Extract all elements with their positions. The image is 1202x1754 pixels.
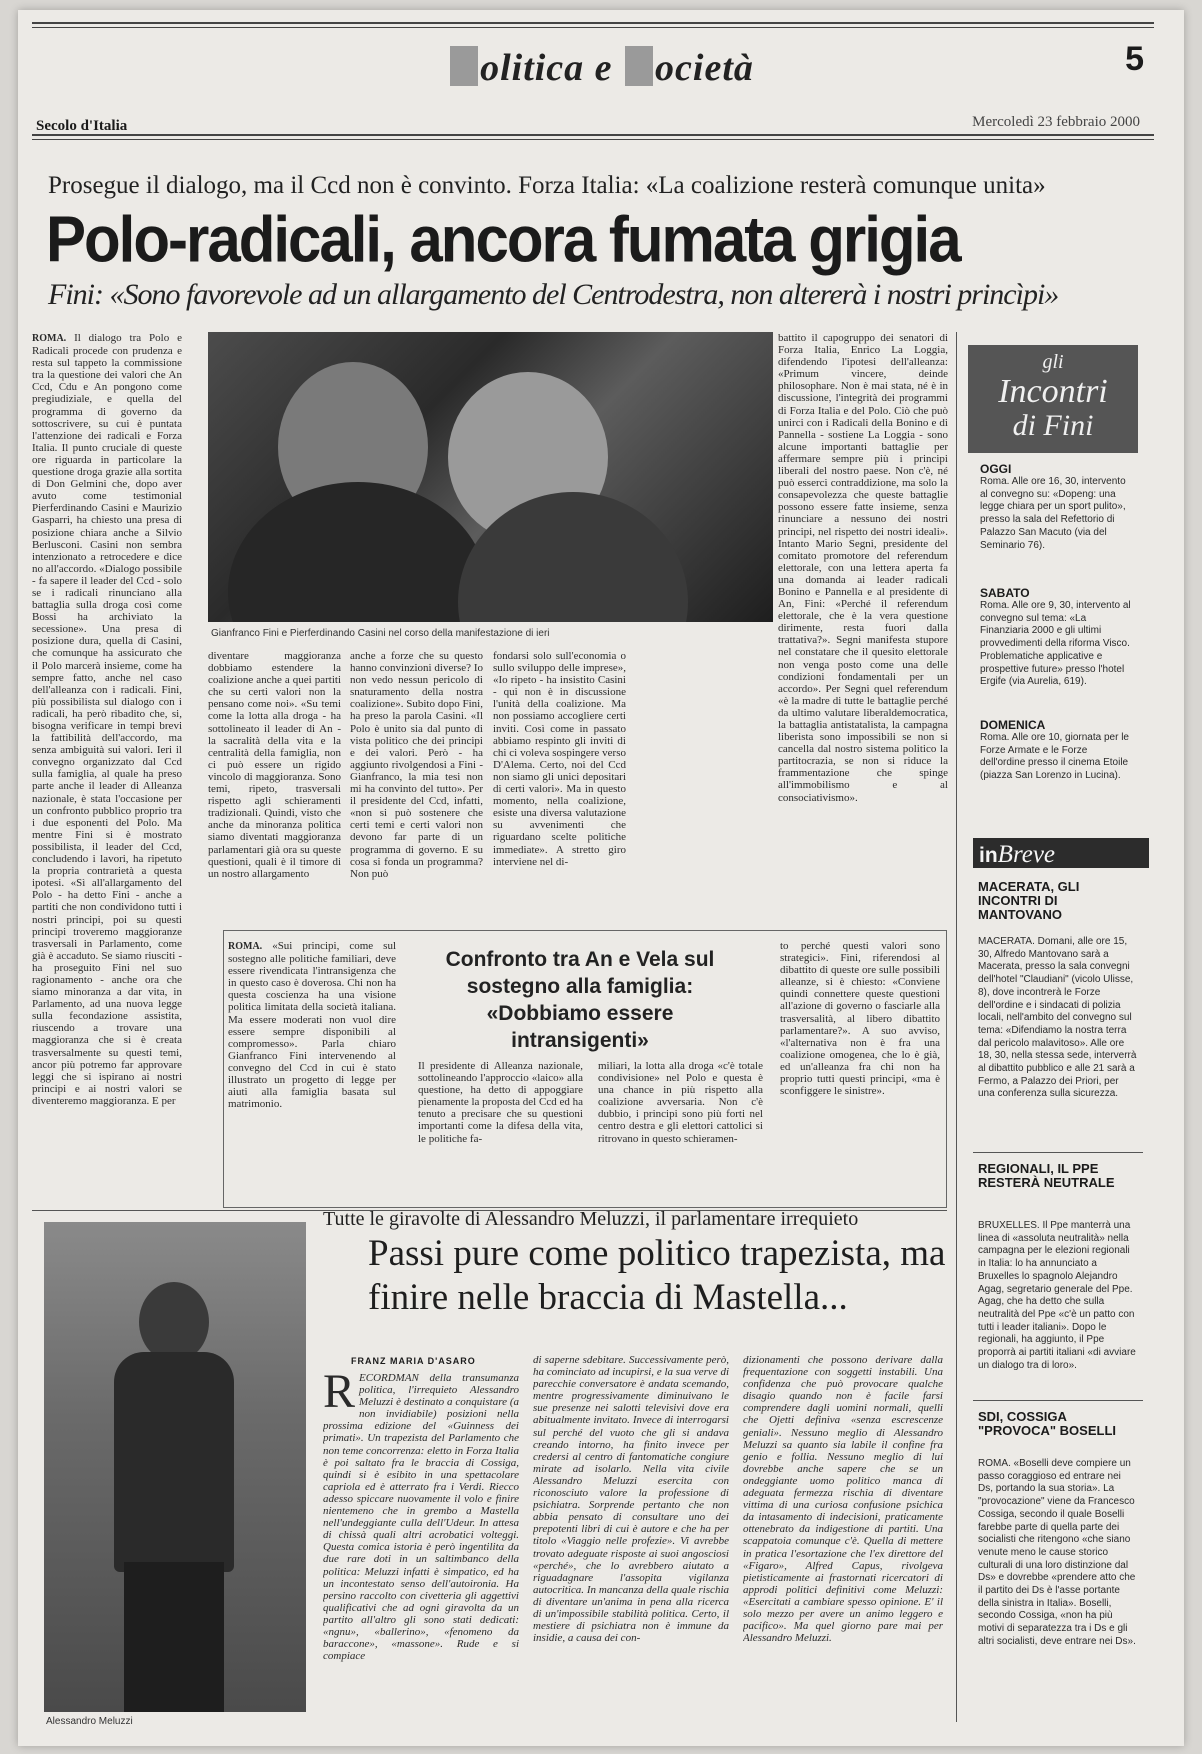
brief-rule-1 <box>973 1152 1143 1153</box>
article-text: «Sui principi, come sul sostegno alle politiche familiari, deve essere rivendicata l'intransigenza che in questo caso è doverosa. Chi non ha questa coscienza ha una visione politica limitata della società italiana. Ma essere moderati non vuol dire essere sempre disponibili al compromesso». Parla chiaro Gianfranco Fini intervenendo al convegno del Ccd in cui è stato illustrato un progetto di legge per aiuti alla famiglia basata sul matrimonio. <box>228 940 396 1111</box>
meluzzi-byline: FRANZ MARIA D'ASARO <box>351 1356 476 1366</box>
masthead-rule <box>32 22 1154 28</box>
article-text: Il dialogo tra Polo e Radicali procede con prudenza e resta sul tappeto la commissione tra la questione dei valori che An Ccd, Cdu e An pongono come pregiudiziale, e quella del programma di governo da sottoscrivere, su cui è puntata l'attenzione dei radicali e Forza Italia. Il punto cruciale di queste ore riguarda in particolare la questione droga grazie alla sortita di Don Gelmini che, dopo aver avuto come testimonial Pierferdinando Casini e Maurizio Gasparri, ha chiesto una presa di posizione chiara anche a Silvio Berlusconi. Casini non sembra intenzionato a retrocedere e dice no all'accordo. «Dialogo possibile - fa sapere il leader del Ccd - solo se i radicali rinunciano alla battaglia sulla droga così come Bossi ha archiviato la secessione». Una presa di posizione dura, quella di Casini, che comunque ha assicurato che il Polo marcerà insieme, come ha sempre fatto, anche nel caso dell'alleanza con i radicali. Fini, più possibilista sul dialogo con i radicali, ha però ribadito che, si, bisogna verificare in tempi brevi la fattibilità dell'accordo, ma senza ambiguità sui valori. Ieri il convegno organizzato dal Ccd sulla famiglia, al quale ha preso parte anche il leader di Alleanza nazionale, è stata l'occasione per un confronto pubblico proprio tra i due esponenti del Polo. Ma mentre Fini si è mostrato possibilista, il leader del Ccd, concludendo i lavori, ha ripetuto la propria contrarietà a questa ipotesi. «Sì all'allargamento del Polo - ha detto Fini - anche a partiti che non condividono tutti i nostri principi, poi su questi principi troveremo maggioranze trasversali in Parlamento, come già è accaduto. Se siamo riusciti - ha proseguito Fini nel suo ragionamento - anche ora che siamo minoranza a dar vita, in Parlamento, ad una nuova legge sulla fecondazione assistita, riuscendo a trovare una maggioranza che si è creata trasversalmente su questi temi, ancor più potremo far approvare leggi che si ispirano ai nostri principi e ai nostri valori se diventeremo maggioranza. E per <box>32 332 182 1107</box>
photo-figure-left-body <box>228 482 488 622</box>
brief1-text: MACERATA. Domani, alle ore 15, 30, Alfredo Mantovano sarà a Macerata, presso la sala convegni dell'hotel "Claudiani" (vicolo Ulisse, 8), dove incontrerà le Forze dell'ordine e i sindacati di polizia locali, nell'ambito del convegno sul tema: «Difendiamo la nostra terra dal pericolo malavitoso». Alle ore 18, 30, nella stessa sede, interverrà al dibattito pubblico e alle 21 sarà a Fermo, a Palazzo dei Priori, per una conferenza sulla sicurezza. <box>978 936 1137 1100</box>
masthead-bottom-rule <box>32 134 1154 140</box>
day-oggi: OGGI <box>980 462 1012 476</box>
brief3-title: SDI, COSSIGA "PROVOCA" BOSELLI <box>978 1409 1117 1438</box>
meluzzi-kicker: Tutte le giravolte di Alessandro Meluzzi, il parlamentare irrequieto <box>323 1208 859 1230</box>
page-number: 5 <box>1125 40 1144 78</box>
section-title-part-2: ocietà <box>655 47 754 89</box>
fini-casini-photo <box>208 332 773 622</box>
day-sabato-text: Roma. Alle ore 9, 30, intervento al convegno sul tema: «La Finanziaria 2000 e gli ultimi provvedimenti della riforma Visco. Problematiche applicative e prospettive future» presso l'hotel Ergife (via Aurelia, 619). <box>980 600 1131 688</box>
section-title-part-1: olitica e <box>480 47 613 89</box>
brief2-title: REGIONALI, IL PPE RESTERÀ NEUTRALE <box>978 1161 1115 1190</box>
issue-date: Mercoledì 23 febbraio 2000 <box>972 114 1140 130</box>
article-text: ECORDMAN della transumanza politica, l'irrequieto Alessandro Meluzzi è destinato a conquistare (a non invidiabile) posizioni nella prossima edizione del «Guinness dei primati». Un trapezista del Parlamento che non teme concorrenza: eletto in Forza Italia è poi saltato fra le braccia di Cossiga, quindi si è esibito in una spettacolare capriola ed è atterrato fra i Verdi. Riecco adesso spiccare nuovamente il volo e finire nientemeno che in grembo a Mastella nell'undeggiante culla dell'Udeur. In attesa di chissà quali altri acrobatici volteggi. Questa comica istoria è però ingentilita da due rare doti in un saltimbanco della politica: Meluzzi infatti è simpatico, ed ha un incontestato senso dell'autoironia. Ha persino raccolto con civetteria gli aggettivi qualificativi che ad ogni giravolta da un partito all'altro gli sono stati dedicati: «ngnu», «ballerino», «fenomeno da baraccone», «massone». Rude e si compiace <box>323 1372 519 1663</box>
newspaper-page <box>18 10 1184 1746</box>
breve-label-a: in <box>979 844 998 867</box>
meluzzi-column-2: di saperne sdebitare. Successivamente però, ha cominciato ad incupirsi, e la sua verve di parecchie conversatore è andata scemando, mentre progressivamente diminuivano le sue presenze nei salotti televisivi dove era abitualmente invitato. Invece di interrogarsi sul perché del vuoto che gli si andava creando intorno, ha finito invece per credersi al centro di fantomatiche congiure mirate ad isolarlo. Nella vita civile Alessandro Meluzzi esercita con riconosciuto valore la professione di psichiatra. Sorprende pertanto che non abbia pensato di consultare uno dei prepotenti libri di cui è autore e che ha per titolo «Viaggio nelle profezie». Vi avrebbe trovato adeguate risposte ai suoi angosciosi «perché», che lo avrebbero aiutato a riguadagnare l'assopita vigilanza autocritica. In mancanza della quale rischia di diventare un'anima in pena alla ricerca di un'impossibile stabilità politica. Certo, il mestiere di psichiatra non è immune da insidie, a causa dei con- <box>533 1354 729 1645</box>
incontri-title-2: Incontri <box>998 373 1108 410</box>
lead-column-3: anche a forze che su questo hanno convinzioni diverse? Io non vedo nessun pericolo di snaturamento della nostra coalizione». Subito dopo Fini, ha preso la parola Casini. «Il Polo è unito sia dal punto di vista politico che dei principi e dei valori. Però - ha aggiunto rivolgendosi a Fini - Gianfranco, la mia tesi non mi ha convinto del tutto». Per il presidente del Ccd, infatti, «non si può sostenere che certi temi e certi valori non devono far parte di un programma di governo. E su cosa si fonda un programma? Non può <box>350 650 483 880</box>
incontri-banner <box>968 345 1138 453</box>
incontri-title-3: di Fini <box>1012 409 1094 442</box>
family-column-1 <box>228 940 396 1202</box>
dateline: ROMA. <box>228 941 263 952</box>
sidebar-rule <box>956 332 957 1722</box>
brief2-text: BRUXELLES. Il Ppe manterrà una linea di «assoluta neutralità» nella campagna per le elezioni regionali in Italia: lo ha annunciato a Bruxelles lo spagnolo Alejandro Agag, segretario generale del Ppe. Agag, che ha detto che sulla neutralità del Ppe «c'è un patto con tutti i leader italiani». Dopo le regionali, ha aggiunto, il Ppe proporrà ai partiti italiani «di avviare un dialogo tra di loro». <box>978 1220 1136 1371</box>
lead-column-1 <box>32 332 182 1168</box>
meluzzi-column-1 <box>323 1372 519 1732</box>
family-box-title: Confronto tra An e Vela sul sostegno alla famiglia: «Dobbiamo essere intransigenti» <box>445 948 715 1052</box>
day-domenica: DOMENICA <box>980 718 1046 732</box>
brief3-text: ROMA. «Boselli deve compiere un passo coraggioso ed entrare nei Ds, portando la sua storia». La "provocazione" viene da Francesco Cossiga, secondo il quale Boselli farebbe parte di quella parte dei socialisti che ritengono «che siano venute meno le cause storico culturali di una loro distinzione dal Ds» e dovrebbe «prendere atto che il partito dei Ds è l'asse portante della sinistra in Italia». Boselli, secondo Cossiga, «non ha più motivi di separatezza tra i Ds e gli altri socialisti, deve entrare nei Ds». <box>978 1458 1136 1647</box>
incontri-title-1: gli <box>1042 351 1064 373</box>
lead-headline: Polo-radicali, ancora fumata grigia <box>46 203 960 276</box>
photo-figure-head <box>139 1282 209 1362</box>
dropcap-p-block <box>450 46 478 86</box>
day-domenica-text: Roma. Alle ore 10, giornata per le Forze Armate e le Forze dell'ordine presso il cinema Etoile (piazza San Lorenzo in Lucina). <box>980 732 1129 782</box>
in-breve-banner <box>973 838 1149 868</box>
photo-caption: Gianfranco Fini e Pierferdinando Casini nel corso della manifestazione di ieri <box>211 628 550 639</box>
meluzzi-caption: Alessandro Meluzzi <box>46 1716 133 1727</box>
photo-figure-legs <box>124 1562 224 1712</box>
dropcap-letter: R <box>323 1372 356 1418</box>
family-column-2: Il presidente di Alleanza nazionale, sottolineando l'approccio «laico» alla questione, ha detto di appoggiare pienamente la proposta del Ccd ed ha tenuto a precisare che su questioni importanti come la difesa della vita, le politiche fa- <box>418 1060 583 1145</box>
family-column-3: miliari, la lotta alla droga «c'è totale condivisione» nel Polo e questa è una chance in più rispetto alla coalizione avversaria. Non c'è dubbio, i principi sono più forti nel centro destra e gli elettori cattolici si ritrovano in questo schieramen- <box>598 1060 763 1145</box>
paper-name: Secolo d'Italia <box>36 118 128 134</box>
photo-figure-body <box>114 1352 234 1572</box>
meluzzi-photo <box>44 1222 306 1712</box>
brief1-title: MACERATA, GLI INCONTRI DI MANTOVANO <box>978 879 1080 922</box>
lead-column-5: battito il capogruppo dei senatori di Forza Italia, Enrico La Loggia, difendendo l'ipotesi dell'alleanza: «Primum vincere, deinde philosophare. Non è mai stata, né è in discussione, l'integrità dei programmi di Forza Italia e del Polo. Ciò che può unirci con i Radicali della Bonino e di Pannella - sostiene La Loggia - sono alcune importanti battaglie per affermare sempre più i principi liberali del nostro paese. Non c'è, né può esserci contraddizione, ma solo la consapevolezza che queste battaglie possono essere fatte insieme, senza rinunciare a nessuno dei nostri principi, nel rispetto dei nostri ideali». Intanto Mario Segni, presidente del comitato promotore del referendum elettorale, con una lettera aperta fa una domanda ai leader radicali Bonino e Pannella e al presidente di An, Fini: «Perché il referendum elettorale, che è la vera questione dirimente, resta fuori dalla trattativa?». Segni manifesta stupore nel constatare che il quesito elettorale non venga posto come una delle condizioni fondamentali per un accordo». Per Segni quel referendum «è la madre di tutte le battaglie perché da ultimo valutare liberaldemocratica, la battaglia antistatalista, la campagna liberista sono impossibili se non si cancella dal nostro sistema politico la partitocrazia, se non si riduce la frammentazione che spinge all'immobilismo e al consociativismo». <box>778 332 948 804</box>
family-column-4: to perché questi valori sono strategici». Fini, riferendosi al dibattito di queste ore sulle possibili alleanze, si è chiesto: «Conviene quindi connettere queste questioni all'azione di governo o fasciarle alla trasversalità, al libero dibattito parlamentare?». A suo avviso, «l'alternativa non è fra una coalizione omogenea, che lo è già, ed un'alleanza fra chi non ha proprio tutti questi principi, «ma è sconfiggere le sinistre». <box>780 940 940 1098</box>
meluzzi-headline: Passi pure come politico trapezista, ma finire nelle braccia di Mastella... <box>368 1233 946 1318</box>
day-oggi-text: Roma. Alle ore 16, 30, intervento al convegno su: «Dopeng: una legge chiara per un sport pulito», presso la sala del Refettorio di Palazzo San Macuto (via del Seminario 76). <box>980 476 1126 551</box>
section-title <box>18 46 1184 90</box>
breve-label-b: Breve <box>997 841 1056 868</box>
dateline: ROMA. <box>32 333 67 344</box>
lead-column-4: fondarsi solo sull'economia o sullo sviluppo delle imprese», «Io ripeto - ha insistito Casini - qui non è in discussione l'unità della coalizione. Ma non possiamo accogliere certi inviti. Così come in passato abbiamo respinto gli inviti di chi ci voleva sospingere verso D'Alema. Certo, noi del Ccd non siamo gli unici depositari di certi valori». Ma in questo momento, nella coalizione, esiste una diversa valutazione su avvenimenti che riguardano scelte politiche immediate». A stretto giro interviene nel di- <box>493 650 626 868</box>
day-sabato: SABATO <box>980 586 1030 600</box>
brief-rule-2 <box>973 1400 1143 1401</box>
dropcap-s-block <box>625 46 653 86</box>
meluzzi-column-3: dizionamenti che possono derivare dalla frequentazione con soggetti instabili. Una confidenza che può provocare qualche disagio quando non è facile farsi comprendere dagli uomini normali, quelli che Ojetti definiva «senza escrescenze geniali». Nessuno meglio di Alessandro Meluzzi sa quanto sia labile il confine fra genio e follia. Nessuno meglio di lui dovrebbe anche sapere che se un ondeggiante uomo politico manca di adeguata fermezza rischia di diventare vittima di una curiosa confusione psichica da intasamento di indecisioni, praticamente ottenebrato da indigestione di partiti. Una scappatoia comunque c'è. Quella di mettere in pratica l'esortazione che l'ex direttore del «Figaro», Alfred Capus, rivolgeva pietisticamente ai frastornati ricercatori di approdi politici definitivi come Meluzzi: «Esercitati a cambiare spesso opinione. E' il solo mezzo per avere un animo leggero e pacifico». Ma quel giorno pare mai per Alessandro Meluzzi. <box>743 1354 943 1645</box>
lead-column-2: diventare maggioranza dobbiamo estendere la coalizione anche a quei partiti che su certi valori non la pensano come noi». «Su temi come la lotta alla droga - ha sottolineato il leader di An - la sacralità della vita e la centralità della famiglia, non ci può essere un rigido vincolo di maggioranza. Sono temi, ripeto, trasversali rispetto agli schieramenti tradizionali. Quindi, visto che anche da minoranza politica siamo diventati maggioranza parlamentari già ora su queste questioni, quali è il timore di un nostro allargamento <box>208 650 341 880</box>
lead-kicker: Prosegue il dialogo, ma il Ccd non è convinto. Forza Italia: «La coalizione resterà comunque unita» <box>48 172 1046 199</box>
lead-subheadline: Fini: «Sono favorevole ad un allargamento del Centrodestra, non altererà i nostri princìpi» <box>48 278 1059 311</box>
